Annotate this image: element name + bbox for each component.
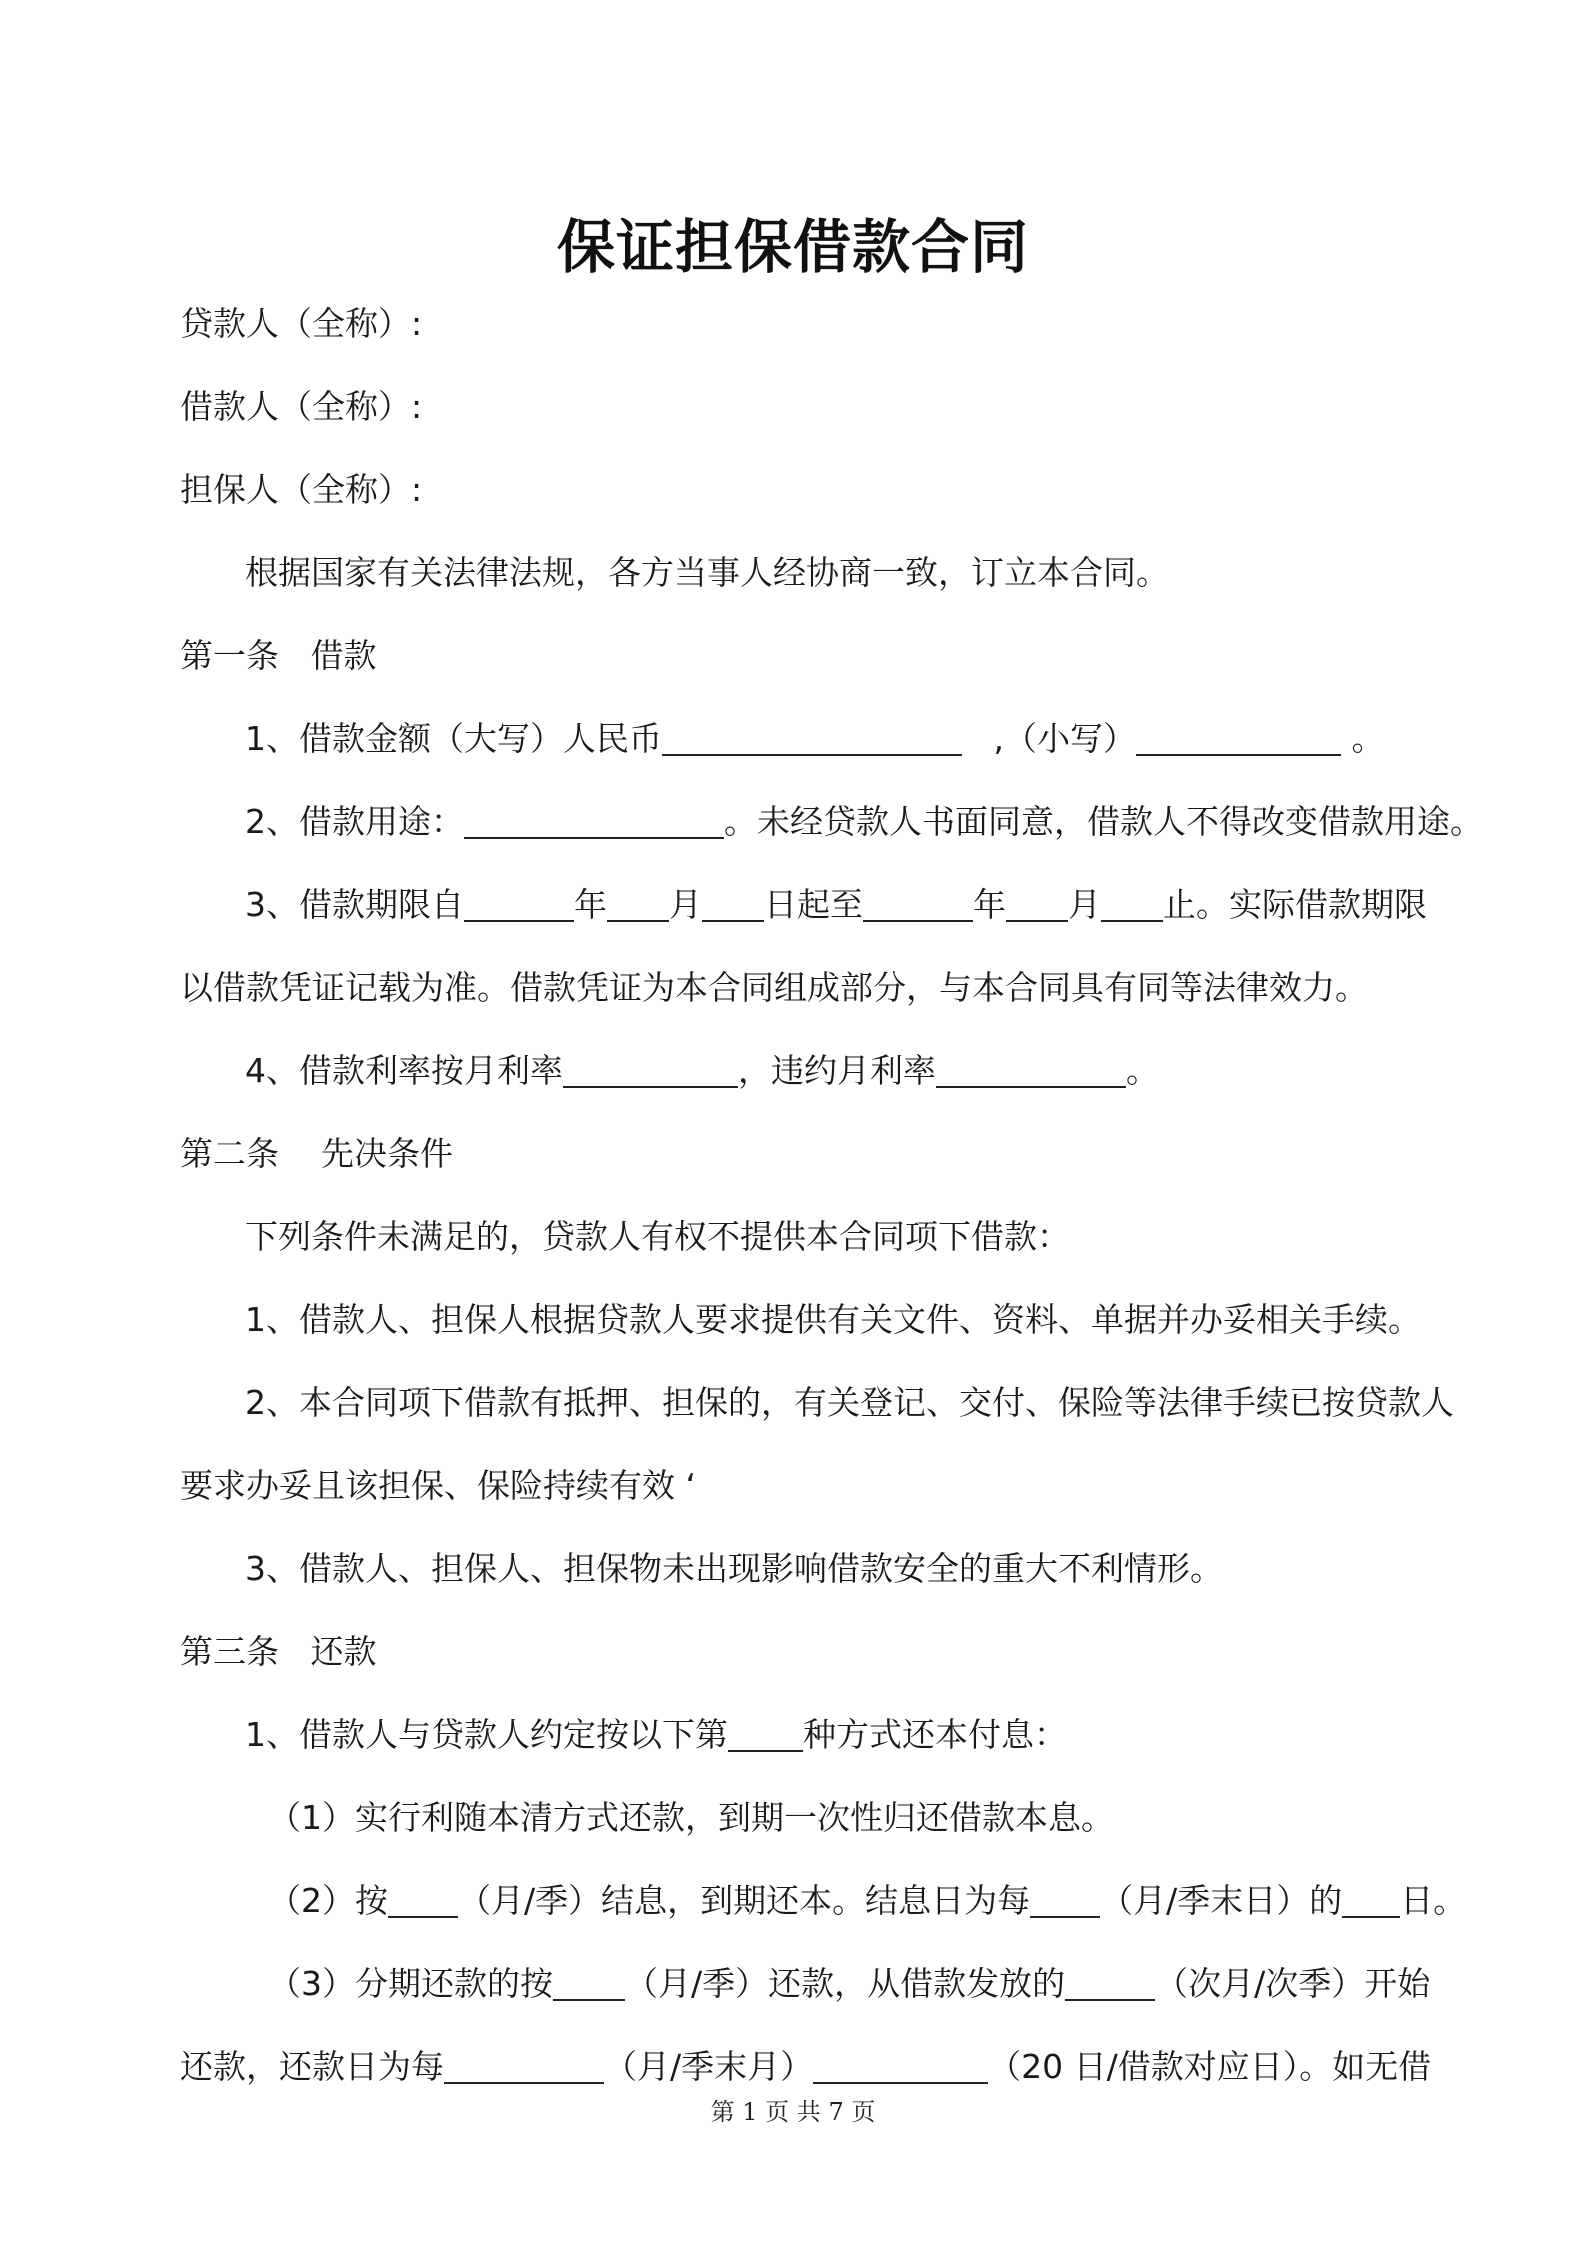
line-text: （月/季）还款，从借款发放的: [625, 1964, 1066, 2003]
settlement-day-blank[interactable]: [1342, 1882, 1400, 1918]
document-title: 保证担保借款合同: [556, 213, 1029, 281]
lender-name-line: [180, 302, 422, 346]
line-text: （月/季末月）: [604, 2047, 814, 2086]
loan-purpose-blank[interactable]: [464, 803, 724, 839]
line-text: 年: [973, 885, 1006, 924]
line-text: （2）按: [268, 1881, 388, 1920]
line-text: 。: [1126, 1051, 1159, 1090]
monthly-rate-blank[interactable]: [563, 1052, 738, 1088]
article-2-heading: [180, 1132, 453, 1176]
line-text: 2、借款用途：: [245, 802, 464, 841]
line-text: 第二条 先决条件: [180, 1134, 453, 1173]
page-footer: 第 1 页 共 7 页: [710, 2098, 876, 2126]
line-text: 第三条 还款: [180, 1632, 377, 1671]
line-text: 2、本合同项下借款有抵押、担保的，有关登记、交付、保险等法律手续已按贷款人: [245, 1383, 1454, 1422]
line-text: 。未经贷款人书面同意，借款人不得改变借款用途。: [724, 802, 1483, 841]
end-month-blank[interactable]: [1006, 886, 1068, 922]
line-text: 1、借款金额（大写）人民币: [245, 719, 662, 758]
line-text: 年: [574, 885, 607, 924]
line-text: 种方式还本付息：: [803, 1715, 1067, 1754]
article-3-heading: [180, 1630, 376, 1674]
line-text: （月/季）结息，到期还本。结息日为每: [458, 1881, 1031, 1920]
repayment-option-3-line: [268, 1962, 1430, 2006]
repayment-method-line: [245, 1713, 1067, 1757]
end-year-blank[interactable]: [863, 886, 973, 922]
line-text: 4、借款利率按月利率: [245, 1051, 563, 1090]
line-text: 以借款凭证记载为准。借款凭证为本合同组成部分，与本合同具有同等法律效力。: [180, 968, 1368, 1007]
loan-term-line: [245, 883, 1427, 927]
line-text: 第一条 借款: [180, 636, 377, 675]
loan-term-continued-line: [180, 966, 1368, 1010]
installment-period-blank[interactable]: [553, 1965, 625, 2001]
repayment-option-1-line: [268, 1796, 1114, 1840]
repayment-option-2-line: [268, 1879, 1466, 1923]
line-text: 担保人（全称）:: [180, 470, 423, 509]
line-text: 月: [669, 885, 702, 924]
end-day-blank[interactable]: [1101, 886, 1163, 922]
repayment-day-blank[interactable]: [813, 2048, 988, 2084]
loan-amount-line: [245, 717, 1384, 761]
line-text: （次月/次季）开始: [1155, 1964, 1431, 2003]
line-text: ,（小写）: [962, 719, 1136, 758]
line-text: 3、借款期限自: [245, 885, 464, 924]
line-text: 贷款人（全称）:: [180, 304, 423, 343]
line-text: 3、借款人、担保人、担保物未出现影响借款安全的重大不利情形。: [245, 1549, 1223, 1588]
guarantor-name-line: [180, 468, 422, 512]
conditions-intro-line: [245, 1215, 1070, 1259]
line-text: 要求办妥且该担保、保险持续有效 ‘: [180, 1466, 696, 1505]
line-text: 日起至: [764, 885, 863, 924]
line-text: 。: [1340, 719, 1385, 758]
line-text: （3）分期还款的按: [268, 1964, 553, 2003]
amount-lowercase-blank[interactable]: [1136, 720, 1341, 756]
line-text: 还款，还款日为每: [180, 2047, 444, 2086]
line-text: （月/季末日）的: [1100, 1881, 1343, 1920]
start-day-blank[interactable]: [702, 886, 764, 922]
preamble-line: [245, 551, 1169, 595]
settlement-period-blank[interactable]: [1030, 1882, 1100, 1918]
loan-purpose-line: [245, 800, 1483, 844]
line-text: 借款人（全称）:: [180, 387, 423, 426]
borrower-name-line: [180, 385, 422, 429]
interest-period-blank[interactable]: [388, 1882, 458, 1918]
interest-rate-line: [245, 1049, 1159, 1093]
repayment-month-blank[interactable]: [444, 2048, 604, 2084]
line-text: 根据国家有关法律法规，各方当事人经协商一致，订立本合同。: [245, 553, 1169, 592]
condition-2-line: [245, 1381, 1454, 1425]
penalty-rate-blank[interactable]: [936, 1052, 1126, 1088]
line-text: 日。: [1400, 1881, 1467, 1920]
line-text: （20 日/借款对应日）。如无借: [988, 2047, 1432, 2086]
condition-1-line: [245, 1298, 1421, 1342]
line-text: 1、借款人与贷款人约定按以下第: [245, 1715, 728, 1754]
line-text: 止。实际借款期限: [1163, 885, 1427, 924]
repayment-option-3-continued-line: [180, 2045, 1431, 2089]
first-repayment-blank[interactable]: [1065, 1965, 1155, 2001]
start-month-blank[interactable]: [607, 886, 669, 922]
article-1-heading: [180, 634, 376, 678]
condition-2-continued-line: [180, 1464, 696, 1508]
line-text: 1、借款人、担保人根据贷款人要求提供有关文件、资料、单据并办妥相关手续。: [245, 1300, 1421, 1339]
line-text: 下列条件未满足的，贷款人有权不提供本合同项下借款：: [245, 1217, 1070, 1256]
line-text: 月: [1068, 885, 1101, 924]
condition-3-line: [245, 1547, 1223, 1591]
method-number-blank[interactable]: [728, 1716, 803, 1752]
line-text: ，违约月利率: [738, 1051, 936, 1090]
start-year-blank[interactable]: [464, 886, 574, 922]
amount-uppercase-blank[interactable]: [662, 720, 962, 756]
line-text: （1）实行利随本清方式还款，到期一次性归还借款本息。: [268, 1798, 1114, 1837]
